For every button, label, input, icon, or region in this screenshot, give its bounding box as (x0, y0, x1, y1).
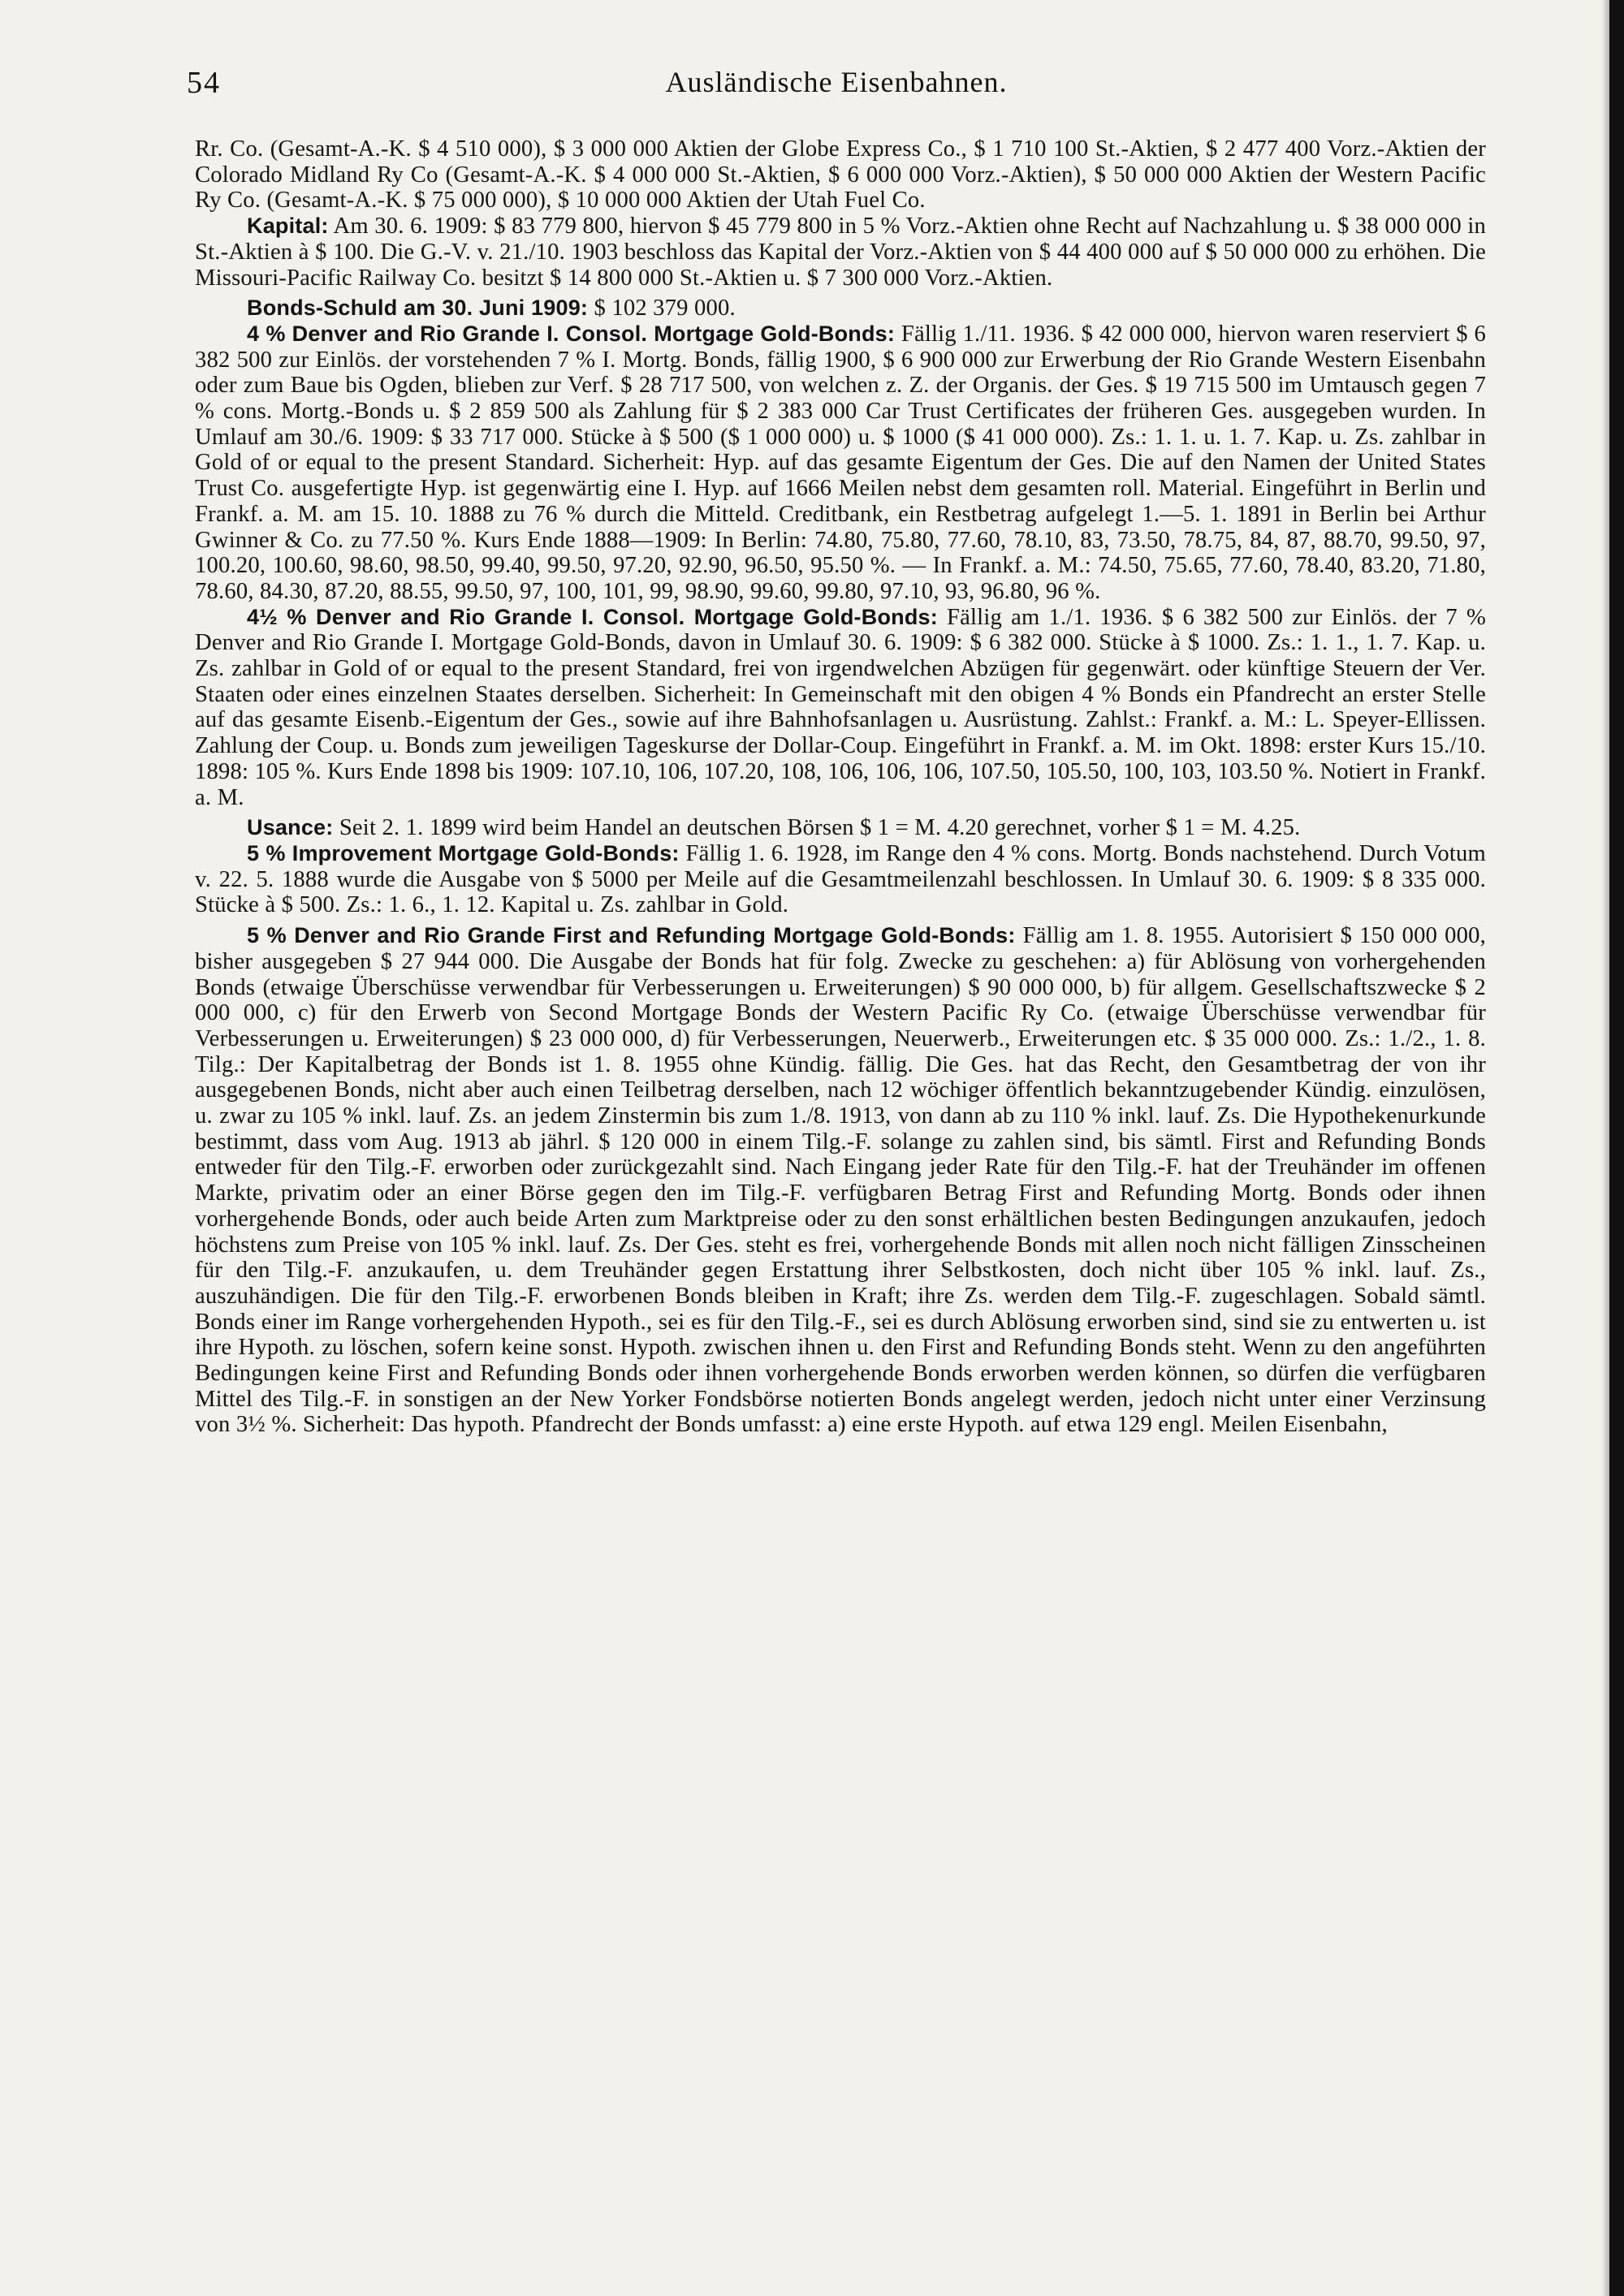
paragraph-text: Fällig 1./11. 1936. $ 42 000 000, hiervon waren reserviert $ 6 382 500 zur Einlös. der vorstehenden 7 % I. Mortg. Bonds, fällig 1900, $ 6 900 000 zur Erwerbung der Rio Grande Western Eisenbahn oder zum Baue bis Ogden, blieben zur Verf. $ 28 717 500, von welchen z. Z. der Organis. der Ges. $ 19 715 500 im Umtausch gegen 7 % cons. Mortg.-Bonds u. $ 2 859 500 als Zahlung für $ 2 383 000 Car Trust Certificates der früheren Ges. ausgegeben wurden. In Umlauf am 30./6. 1909: $ 33 717 000. Stücke à $ 500 ($ 1 000 000) u. $ 1000 ($ 41 000 000). Zs.: 1. 1. u. 1. 7. Kap. u. Zs. zahlbar in Gold of or equal to the present Standard. Sicherheit: Hyp. auf das gesamte Eigentum der Ges. Die auf den Namen der United States Trust Co. ausgefertigte Hyp. ist gegenwärtig eine I. Hyp. auf 1666 Meilen nebst dem gesamten roll. Material. Eingeführt in Berlin und Frankf. a. M. am 15. 10. 1888 zu 76 % durch die Mitteld. Creditbank, ein Restbetrag aufgelegt 1.—5. 1. 1891 in Berlin bei Arthur Gwinner & Co. zu 77.50 %. Kurs Ende 1888—1909: In Berlin: 74.80, 75.80, 77.60, 78.10, 83, 73.50, 78.75, 84, 87, 88.70, 99.50, 97, 100.20, 100.60, 98.60, 98.50, 99.40, 99.50, 97.20, 92.90, 96.50, 95.50 %. — In Frankf. a. M.: 74.50, 75.65, 77.60, 78.40, 83.20, 71.80, 78.60, 84.30, 87.20, 88.55, 99.50, 97, 100, 101, 99, 98.90, 99.60, 99.80, 97.10, 93, 96.80, 96 %. (195, 321, 1487, 604)
paragraph-4-5pct-consol (195, 605, 1486, 811)
page-edge-shadow (1601, 0, 1609, 2296)
paragraph-bonds-schuld (195, 296, 1486, 322)
paragraph-4pct-consol (195, 322, 1486, 605)
page-header (187, 65, 1486, 114)
paragraph-heading: 5 % Improvement Mortgage Gold-Bonds: (247, 840, 680, 865)
paragraph-kapital (195, 214, 1486, 291)
page-edge (1609, 0, 1624, 2296)
paragraph-heading: Usance: (247, 815, 334, 840)
paragraph-improvement (195, 841, 1486, 918)
paragraph-refunding (195, 923, 1486, 1438)
paragraph-text: Am 30. 6. 1909: $ 83 779 800, hiervon $ 45 779 800 in 5 % Vorz.-Aktien ohne Recht auf Nachzahlung u. $ 38 000 000 in St.-Aktien à $ 100. Die G.-V. v. 21./10. 1903 beschloss das Kapital der Vorz.-Aktien von $ 44 400 000 auf $ 50 000 000 zu erhöhen. Die Missouri-Pacific Railway Co. besitzt $ 14 800 000 St.-Aktien u. $ 7 300 000 Vorz.-Aktien. (195, 214, 1486, 291)
paragraph-text: Fällig 1. 6. 1928, im Range den 4 % cons. Mortg. Bonds nachstehend. Durch Votum v. 22. 5. 1888 wurde die Ausgabe von $ 5000 per Meile auf die Gesamtmeilenzahl beschlossen. In Umlauf 30. 6. 1909: $ 8 335 000. Stücke à $ 500. Zs.: 1. 6., 1. 12. Kapital u. Zs. zahlbar in Gold. (195, 840, 1486, 918)
paragraph-text: Fällig am 1. 8. 1955. Autorisiert $ 150 000 000, bisher ausgegeben $ 27 944 000. Die Ausgabe der Bonds hat für folg. Zwecke zu geschehen: a) für Ablösung von vorhergehenden Bonds (etwaige Überschüsse verwendbar für Verbesserungen u. Erweiterungen) $ 90 000 000, b) für allgem. Gesellschaftszwecke $ 2 000 000, c) für den Erwerb von Second Mortgage Bonds der Western Pacific Ry Co. (etwaige Überschüsse verwendbar für Verbesserungen u. Erweiterungen) $ 23 000 000, d) für Verbesserungen, Neuerwerb., Erweiterungen etc. $ 35 000 000. Zs.: 1./2., 1. 8. Tilg.: Der Kapitalbetrag der Bonds ist 1. 8. 1955 ohne Kündig. fällig. Die Ges. hat das Recht, den Gesamtbetrag der von ihr ausgegebenen Bonds, nicht aber auch einen Teilbetrag derselben, nach 12 wöchiger öffentlich bekanntzugebender Kündig. einzulösen, u. zwar zu 105 % inkl. lauf. Zs. an jedem Zinstermin bis zum 1./8. 1913, von dann ab zu 110 % inkl. lauf. Zs. Die Hypothekenurkunde bestimmt, dass vom Aug. 1913 ab jährl. $ 120 000 in einem Tilg.-F. solange zu zahlen sind, bis sämtl. First and Refunding Bonds entweder für den Tilg.-F. erworben oder zurückgezahlt sind. Nach Eingang jeder Rate für den Tilg.-F. hat der Treuhänder im offenen Markte, privatim oder an einer Börse gegen den im Tilg.-F. verfügbaren Betrag First and Refunding Mortg. Bonds oder ihnen vorhergehende Bonds, oder auch beide Arten zum Marktpreise oder zu den sonst erhältlichen besten Bedingungen anzukaufen, jedoch höchstens zum Preise von 105 % inkl. lauf. Zs. Der Ges. steht es frei, vorhergehende Bonds mit allen noch nicht fälligen Zinsscheinen für den Tilg.-F. anzukaufen, u. dem Treuhänder gegen Erstattung ihrer Selbstkosten, doch nicht über 105 % inkl. lauf. Zs., auszuhändigen. Die für den Tilg.-F. erworbenen Bonds bleiben in Kraft; ihre Zs. werden dem Tilg.-F. zugeschlagen. Sobald sämtl. Bonds einer im Range vorhergehenden Hypoth., sei es für den Tilg.-F., sei es durch Ablösung erworben sind, sind sie zu entwerten u. ist ihre Hypoth. zu löschen, sofern keine sonst. Hypoth. zwischen ihnen u. den First and Refunding Bonds steht. Wenn zu den angeführten Bedingungen keine First and Refunding Bonds oder ihnen vorhergehende Bonds erworben werden können, so dürfen die verfügbaren Mittel des Tilg.-F. in sonstigen an der New Yorker Fondsbörse notierten Bonds angelegt werden, jedoch nicht unter einer Verzinsung von 3½ %. Sicherheit: Das hypoth. Pfandrecht der Bonds umfasst: a) eine erste Hypoth. auf etwa 129 engl. Meilen Eisenbahn, (195, 923, 1486, 1438)
paragraph-text: $ 102 379 000. (594, 296, 736, 322)
paragraph-intro (195, 136, 1486, 214)
paragraph-heading: 4½ % Denver and Rio Grande I. Consol. Mortgage Gold-Bonds: (247, 604, 938, 629)
paragraph-heading: 5 % Denver and Rio Grande First and Refunding Mortgage Gold-Bonds: (247, 923, 1016, 948)
page-body (195, 136, 1486, 1438)
page-number: 54 (187, 66, 221, 100)
paragraph-heading: Bonds-Schuld am 30. Juni 1909: (247, 296, 589, 321)
paragraph-heading: Kapital: (247, 214, 329, 239)
paragraph-heading: 4 % Denver and Rio Grande I. Consol. Mortgage Gold-Bonds: (247, 321, 896, 346)
paragraph-text: Seit 2. 1. 1899 wird beim Handel an deutschen Börsen $ 1 = M. 4.20 gerechnet, vorher $ 1 = M. 4.25. (339, 815, 1301, 841)
paragraph-text: Fällig am 1./1. 1936. $ 6 382 500 zur Einlös. der 7 % Denver and Rio Grande I. Mortgage Gold-Bonds, davon in Umlauf 30. 6. 1909: $ 6 382 000. Stücke à $ 1000. Zs.: 1. 1., 1. 7. Kap. u. Zs. zahlbar in Gold of or equal to the present Standard, frei von irgendwelchen Abzügen für gegenwärt. oder künftige Steuern der Ver. Staaten oder eines einzelnen Staates derselben. Sicherheit: In Gemeinschaft mit den obigen 4 % Bonds ein Pfandrecht an erster Stelle auf das gesamte Eisenb.-Eigentum der Ges., sowie auf ihre Bahnhofsanlagen u. Ausrüstung. Zahlst.: Frankf. a. M.: L. Speyer-Ellissen. Zahlung der Coup. u. Bonds zum jeweiligen Tageskurse der Dollar-Coup. Eingeführt in Frankf. a. M. im Okt. 1898: erster Kurs 15./10. 1898: 105 %. Kurs Ende 1898 bis 1909: 107.10, 106, 107.20, 108, 106, 106, 106, 107.50, 105.50, 100, 103, 103.50 %. Notiert in Frankf. a. M. (195, 604, 1486, 810)
paragraph-text: Rr. Co. (Gesamt-A.-K. $ 4 510 000), $ 3 000 000 Aktien der Globe Express Co., $ 1 710 100 St.-Aktien, $ 2 477 400 Vorz.-Aktien der Colorado Midland Ry Co (Gesamt-A.-K. $ 4 000 000 St.-Aktien, $ 6 000 000 Vorz.-Aktien), $ 50 000 000 Aktien der Western Pacific Ry Co. (Gesamt-A.-K. $ 75 000 000), $ 10 000 000 Aktien der Utah Fuel Co. (195, 136, 1486, 214)
running-title: Ausländische Eisenbahnen. (665, 66, 1008, 98)
paragraph-usance (195, 815, 1486, 841)
